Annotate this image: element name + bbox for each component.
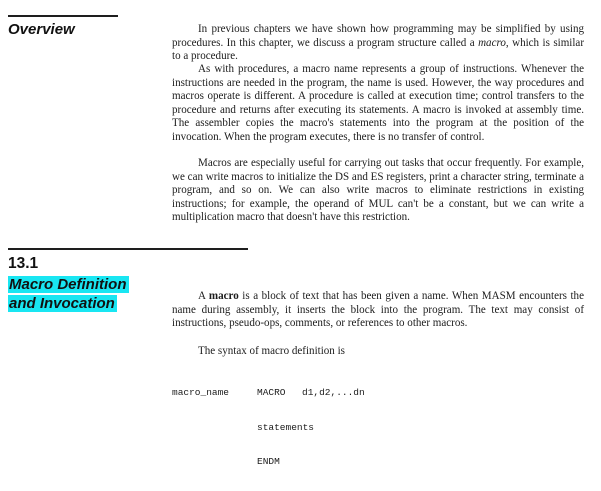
overview-paragraph-3 <box>172 157 584 225</box>
section-title-line-2: and Invocation <box>9 295 115 312</box>
section-p1-after: is a block of text that has been given a name. When MASM encounters the name during assembly, it inserts the block into the program. The text may consist of instructions, pseudo-ops, comments, or references to other macros. <box>172 290 584 329</box>
overview-heading: Overview <box>8 21 75 38</box>
code-statements: statements <box>257 421 315 433</box>
section-p2-text: The syntax of macro definition is <box>198 345 345 357</box>
macro-syntax-code <box>172 364 392 479</box>
section-title <box>8 275 129 313</box>
code-row-3 <box>172 456 392 468</box>
section-number: 13.1 <box>8 255 39 272</box>
overview-paragraph-1 <box>172 23 584 64</box>
code-macro-keyword: MACRO <box>257 387 286 398</box>
section-p1-before: A <box>198 290 209 302</box>
section-top-rule <box>8 248 248 250</box>
overview-paragraph-2 <box>172 63 584 144</box>
macro-term: macro <box>478 36 506 49</box>
section-title-line-1: Macro Definition <box>9 276 127 293</box>
code-macro-args: d1,d2,...dn <box>302 387 365 398</box>
overview-p2-text: As with procedures, a macro name represents a group of instructions. Whenever the instructions are needed in the program, the name is used. However, the way procedures and macros operate is different. A procedure is called at execution time; control transfers to the procedure and returns after executing its statements. A macro is invoked at assembly time. The assembler copies the macro's statements into the program at the position of the invocation. When the program executes, there is no transfer of control. <box>172 63 584 143</box>
section-paragraph-1 <box>172 290 584 331</box>
overview-p3-text: Macros are especially useful for carrying out tasks that occur frequently. For example, we can write macros to initialize the DS and ES registers, print a character string, terminate a program, and so on. We can also write macros to eliminate restrictions in existing instructions; for example, the operand of MUL can't be a constant, but we can write a multiplication macro that doesn't have this restriction. <box>172 157 584 223</box>
overview-p1-before: In previous chapters we have shown how programming may be simplified by using procedures. In this chapter, we discuss a program structure called a <box>172 23 584 49</box>
overview-top-rule <box>8 15 118 17</box>
section-paragraph-2 <box>172 345 584 359</box>
code-macro-name: macro_name <box>172 387 230 398</box>
code-row-1 <box>172 387 392 399</box>
macro-term-bold: macro <box>208 290 239 302</box>
overview-p1-after: , which is similar to a procedure. <box>172 36 585 62</box>
code-row-2 <box>172 422 392 434</box>
code-endm: ENDM <box>257 456 280 467</box>
